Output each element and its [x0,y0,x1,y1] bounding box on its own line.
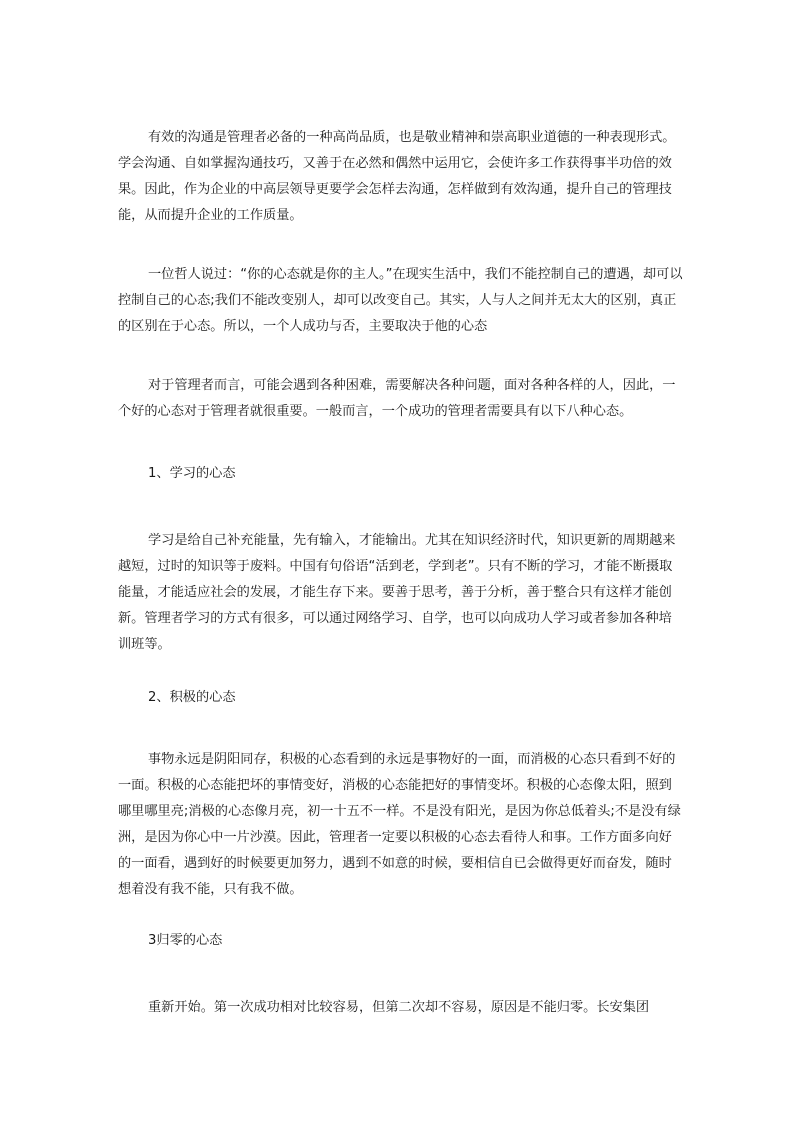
paragraph-philosopher-quote: 一位哲人说过：“你的心态就是你的主人。”在现实生活中，我们不能控制自己的遭遇，却可以控制自己的心态;我们不能改变别人，却可以改变自己。其实，人与人之间并无太大的区别，真正的区别在于心态。所以，一个人成功与否，主要取决于他的心态 [118,267,683,334]
paragraph-positive: 事物永远是阴阳同存，积极的心态看到的永远是事物好的一面，而消极的心态只看到不好的一面。积极的心态能把坏的事情变好，消极的心态能把好的事情变坏。积极的心态像太阳，照到哪里哪里亮;消极的心态像月亮，初一十五不一样。不是没有阳光，是因为你总低着头;不是没有绿洲，是因为你心中一片沙漠。因此，管理者一定要以积极的心态去看待人和事。工作方面多向好的一面看，遇到好的时候要更加努力，遇到不如意的时候，要相信自已会做得更好而奋发，随时想着没有我不能，只有我不做。 [118,752,681,897]
paragraph-effective-communication: 有效的沟通是管理者必备的一种高尚品质，也是敬业精神和崇高职业道德的一种表现形式。学会沟通、自如掌握沟通技巧，又善于在必然和偶然中运用它，会使许多工作获得事半功倍的效果。因此，作为企业的中高层领导更要学会怎样去沟通，怎样做到有效沟通，提升自己的管理技能，从而提升企业的工作质量。 [118,130,676,223]
paragraph-learning: 学习是给自己补充能量，先有输入，才能输出。尤其在知识经济时代，知识更新的周期越来越短，过时的知识等于废料。中国有句俗语“活到老，学到老”。只有不断的学习，才能不断摄取能量，才能适应社会的发展，才能生存下来。要善于思考，善于分析，善于整合只有这样才能创新。管理者学习的方式有很多，可以通过网络学习、自学，也可以向成功人学习或者参加各种培训班等。 [118,533,676,652]
heading-zero-mindset: 3归零的心态 [148,933,223,948]
paragraph-zero: 重新开始。第一次成功相对比较容易，但第二次却不容易，原因是不能归零。长安集团 [148,1000,650,1015]
heading-positive-mindset: 2、积极的心态 [148,690,236,705]
heading-learning-mindset: 1、学习的心态 [148,466,236,481]
paragraph-manager-mindset: 对于管理者而言，可能会遇到各种困难，需要解决各种问题，面对各种各样的人，因此，一个好的心态对于管理者就很重要。一般而言，一个成功的管理者需要具有以下八种心态。 [118,378,676,419]
